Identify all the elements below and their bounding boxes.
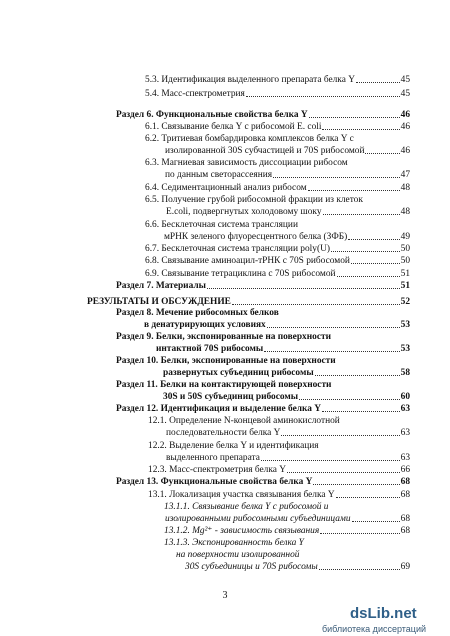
toc-entry-title: изолированными рибосомными субъединицами [165, 514, 351, 524]
toc-entry-page: 51 [400, 281, 410, 291]
toc-leader-dots [323, 214, 400, 215]
toc-entry-title: 13.1. Локализация участка связывания белка Y [148, 490, 335, 500]
toc-entry-title: на поверхности изолированной [176, 550, 300, 560]
toc-entry-title: мРНК зеленого флуоресцентного белка (ЗФБ) [164, 232, 348, 242]
toc-entry-page: 45 [400, 75, 410, 85]
toc-entry-title: РЕЗУЛЬТАТЫ И ОБСУЖДЕНИЕ [87, 297, 231, 307]
toc-entry-title: Раздел 9. Белки, экспонированные на поверхности [116, 332, 331, 342]
toc-entry [0, 145, 450, 157]
toc-entry [0, 367, 450, 379]
toc-entry-page: 50 [400, 256, 410, 266]
toc-entry-title: в денатурирующих условиях [144, 320, 266, 330]
toc-entry-title: последовательности белка Y [166, 428, 281, 438]
toc-entry-title: 12.3. Масс-спектрометрия белка Y [148, 465, 287, 475]
toc-entry-page: 46 [400, 110, 410, 120]
toc-entry-title: 30S и 50S субъединиц рибосомы [163, 392, 299, 402]
toc-entry [0, 206, 450, 218]
toc-leader-dots [246, 96, 400, 97]
toc-leader-dots [331, 251, 400, 252]
toc-leader-dots [309, 117, 400, 118]
toc-entry-page: 63 [400, 453, 410, 463]
toc-leader-dots [232, 304, 400, 305]
toc-entry-page: 68 [400, 514, 410, 524]
toc-entry-title: 12.1. Определение N-концевой аминокислотной [148, 416, 340, 426]
toc-entry [0, 489, 450, 501]
toc-entry-title: 13.1.1. Связывание белка Y с рибосомой и [164, 502, 329, 512]
toc-entry [0, 391, 450, 403]
toc-entry-title: 6.1. Связывание белка Y с рибосомой E. coli [145, 122, 322, 132]
toc-entry-title: развернутых субъединиц рибосомы [163, 368, 314, 378]
toc-entry [0, 194, 450, 206]
toc-entry-title: Раздел 10. Белки, экспонированные на поверхности [116, 356, 336, 366]
toc-entry [0, 464, 450, 476]
toc-entry [0, 355, 450, 367]
toc-entry-page: 48 [400, 207, 410, 217]
toc-entry [0, 133, 450, 145]
toc-leader-dots [348, 239, 400, 240]
toc-entry-page: 46 [400, 122, 410, 132]
toc-entry [0, 343, 450, 355]
toc-entry [0, 280, 450, 292]
toc-entry-page: 53 [400, 344, 410, 354]
toc-leader-dots [322, 411, 400, 412]
toc-entry [0, 403, 450, 415]
toc-entry-title: Раздел 6. Функциональные свойства белка Y [116, 110, 308, 120]
watermark-subtitle: библиотека диссертаций [322, 624, 427, 634]
toc-entry [0, 121, 450, 133]
toc-entry [0, 427, 450, 439]
toc-entry-title: выделенного препарата [166, 453, 260, 463]
toc-leader-dots [264, 351, 400, 352]
toc-leader-dots [308, 190, 400, 191]
toc-entry-page: 50 [400, 244, 410, 254]
toc-entry [0, 319, 450, 331]
toc-entry-page: 60 [400, 392, 410, 402]
toc-leader-dots [267, 327, 400, 328]
toc-entry [0, 379, 450, 391]
toc-entry-title: 6.9. Связывание тетрациклина с 70S рибосомой [145, 269, 336, 279]
toc-entry-page: 63 [400, 404, 410, 414]
toc-leader-dots [351, 263, 400, 264]
toc-entry-page: 58 [400, 368, 410, 378]
toc-entry-page: 69 [400, 562, 410, 572]
toc-entry-title: 30S субъединицы и 70S рибосомы [185, 562, 318, 572]
toc-entry-page: 48 [400, 183, 410, 193]
toc-entry [0, 182, 450, 194]
toc-leader-dots [273, 177, 400, 178]
toc-leader-dots [320, 533, 400, 534]
toc-entry-title: 6.6. Бесклеточная система трансляции [145, 220, 298, 230]
toc-entry-title: 12.2. Выделение белка Y и идентификация [148, 441, 319, 451]
toc-entry [0, 157, 450, 169]
toc-entry-title: 6.8. Связывание аминоацил-тРНК с 70S рибосомой [145, 256, 350, 266]
toc-entry [0, 109, 450, 121]
toc-entry-title: Раздел 7. Материалы [116, 281, 206, 291]
toc-entry [0, 476, 450, 488]
toc-entry [0, 255, 450, 267]
toc-entry [0, 331, 450, 343]
toc-entry-page: 68 [400, 477, 410, 487]
toc-leader-dots [337, 276, 400, 277]
toc-entry [0, 307, 450, 319]
toc-entry-title: Раздел 13. Функциональные свойства белка Y [116, 477, 313, 487]
toc-entry [0, 501, 450, 513]
toc-entry-page: 46 [400, 146, 410, 156]
watermark [322, 605, 448, 633]
toc-leader-dots [287, 472, 400, 473]
toc-entry-page: 68 [400, 490, 410, 500]
toc-entry [0, 525, 450, 537]
toc-entry-page: 68 [400, 526, 410, 536]
toc-leader-dots [336, 497, 400, 498]
toc-leader-dots [365, 153, 400, 154]
watermark-logo: dsLib.net [350, 605, 417, 622]
toc-leader-dots [352, 521, 400, 522]
toc-leader-dots [281, 435, 400, 436]
toc-entry [0, 231, 450, 243]
toc-entry [0, 243, 450, 255]
toc-entry [0, 561, 450, 573]
toc-entry-page: 51 [400, 269, 410, 279]
toc-entry-title: 13.1.2. Mg²⁺ - зависимость связывания [164, 526, 320, 536]
toc-entry-title: Раздел 8. Мечение рибосомных белков [116, 308, 279, 318]
toc-entry-title: Раздел 12. Идентификация и выделение белка Y [116, 404, 322, 414]
toc-entry [0, 169, 450, 181]
toc-entry [0, 415, 450, 427]
toc-leader-dots [319, 569, 400, 570]
toc-entry-title: 6.3. Магниевая зависимость диссоциации рибосом [145, 158, 348, 168]
toc-leader-dots [313, 484, 400, 485]
toc-entry-title: 6.5. Получение грубой рибосомной фракции из клеток [145, 195, 363, 205]
toc-leader-dots [356, 82, 400, 83]
toc-leader-dots [207, 288, 400, 289]
toc-entry-title: по данным светорассеяния [165, 170, 273, 180]
toc-entry-page: 66 [400, 465, 410, 475]
toc-entry-title: изолированной 30S субчастицей и 70S рибосомой [165, 146, 365, 156]
toc-entry-title: 6.4. Седиментационный анализ рибосом [145, 183, 307, 193]
toc-leader-dots [315, 375, 400, 376]
toc-entry-page: 53 [400, 320, 410, 330]
toc-entry-title: интактной 70S рибосомы [156, 344, 264, 354]
toc-entry-title: 5.3. Идентификация выделенного препарата белка Y [145, 75, 355, 85]
toc-entry-title: 6.7. Бесклеточная система трансляции poly(U) [145, 244, 330, 254]
toc-entry-title: E.coli, подвергнутых холодовому шоку [166, 207, 322, 217]
toc-leader-dots [261, 460, 400, 461]
toc-entry-title: 6.2. Тритиевая бомбардировка комплексов белка Y с [145, 134, 354, 144]
toc-entry [0, 219, 450, 231]
page-number: 3 [222, 590, 228, 601]
toc-entry [0, 513, 450, 525]
toc-leader-dots [299, 399, 400, 400]
toc-entry [0, 268, 450, 280]
toc-entry-title: Раздел 11. Белки на контактирующей поверхности [116, 380, 332, 390]
toc-entry-page: 52 [400, 297, 410, 307]
toc-entry [0, 74, 450, 86]
toc-entry-page: 47 [400, 170, 410, 180]
toc-leader-dots [322, 129, 400, 130]
toc-entry-page: 63 [400, 428, 410, 438]
toc-entry [0, 440, 450, 452]
toc-entry [0, 537, 450, 549]
toc-entry [0, 88, 450, 100]
toc-entry [0, 549, 450, 561]
toc-entry-title: 13.1.3. Экспонированность белка Y [164, 538, 304, 548]
toc-entry [0, 452, 450, 464]
toc-entry-title: 5.4. Масс-спектрометрия [145, 89, 245, 99]
toc-entry-page: 49 [400, 232, 410, 242]
toc-entry-page: 45 [400, 89, 410, 99]
